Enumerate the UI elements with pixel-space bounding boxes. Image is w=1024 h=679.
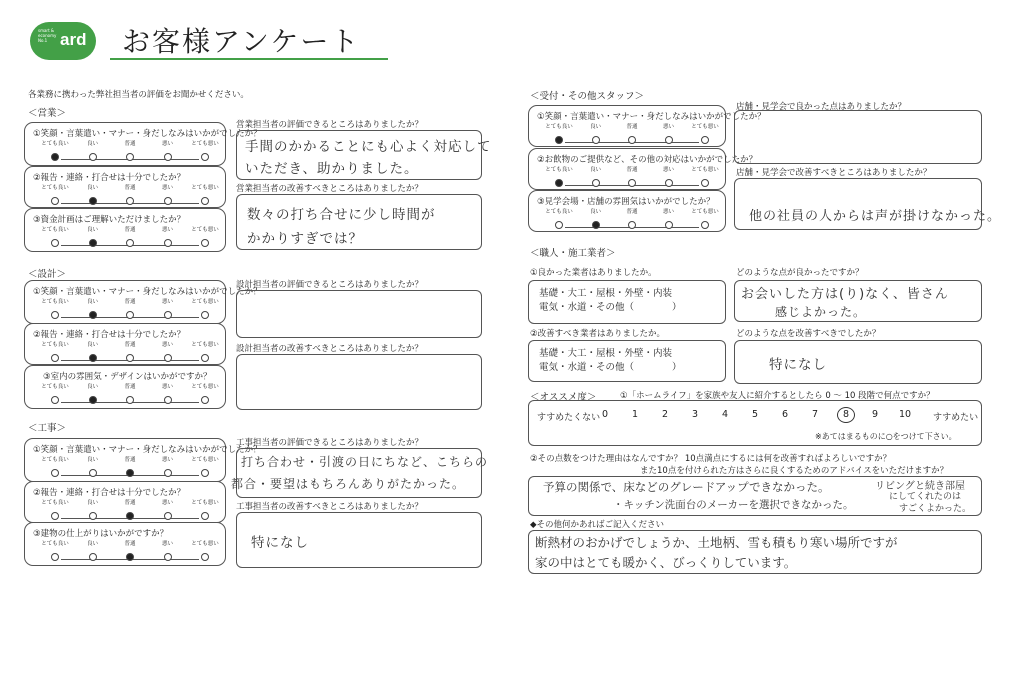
scale-option[interactable] — [110, 455, 150, 477]
design-q2-text: ②報告・連絡・打合せは十分でしたか？ — [33, 330, 186, 340]
sales-heading: ＜営業＞ — [28, 108, 67, 119]
scale-option-label: とても悪い — [691, 124, 719, 130]
scale-option-label: とても良い — [41, 342, 69, 348]
scale-option-label: 普通 — [626, 124, 638, 130]
scale-radio[interactable] — [51, 396, 59, 404]
scale-radio[interactable] — [555, 221, 563, 229]
scale-option-label: 普通 — [124, 457, 136, 463]
scale-radio[interactable] — [51, 311, 59, 319]
reception-good-question: 店舗・見学会で良かった点はありましたか？ — [736, 102, 907, 112]
scale-option[interactable] — [35, 183, 75, 205]
reception-good-answer-box — [734, 110, 982, 164]
scale-option-label: とても良い — [41, 384, 69, 390]
design-good-answer-box — [236, 290, 482, 338]
scale-option-label: 良い — [86, 299, 98, 305]
scale-option-label: 悪い — [161, 541, 173, 547]
trades-improve-answer-box — [734, 340, 982, 384]
scale-option[interactable] — [576, 122, 616, 144]
scale-radio[interactable] — [665, 221, 673, 229]
scale-option[interactable] — [612, 165, 652, 187]
scale-option-label: 良い — [589, 209, 601, 215]
trades-q1-text: ①良かった業者はありましたか。 — [530, 268, 657, 278]
scale-radio[interactable] — [201, 469, 209, 477]
scale-radio[interactable] — [201, 153, 209, 161]
scale-radio[interactable] — [701, 179, 709, 187]
scale-option[interactable] — [110, 382, 150, 404]
scale-option-label: 普通 — [124, 384, 136, 390]
sales-good-question: 営業担当者の評価できるところはありましたか？ — [236, 120, 424, 130]
construction-good-answer-line2: 都合・要望はもちろんありがたかった。 — [231, 477, 466, 491]
scale-option-label: 悪い — [161, 500, 173, 506]
scale-radio-selected[interactable] — [89, 197, 97, 205]
sales-improve-answer-line1: 数々の打ち合せに少し時間が — [247, 207, 436, 223]
scale-radio[interactable] — [201, 311, 209, 319]
scale-option[interactable] — [612, 207, 652, 229]
reason-answer-line5: すごくよかった。 — [899, 504, 972, 514]
recommend-number[interactable]: 5 — [751, 409, 759, 420]
scale-radio[interactable] — [164, 396, 172, 404]
scale-radio[interactable] — [701, 136, 709, 144]
sales-improve-answer-box — [236, 194, 482, 250]
rating-scale — [545, 207, 719, 235]
scale-radio[interactable] — [51, 197, 59, 205]
reception-heading: ＜受付・その他スタッフ＞ — [530, 91, 645, 102]
page-title: お客様アンケート — [122, 25, 361, 58]
reception-q1-text: ①笑顔・言葉遣い・マナー・身だしなみはいかがでしたか？ — [537, 112, 766, 122]
scale-option[interactable] — [35, 382, 75, 404]
scale-option[interactable] — [539, 122, 579, 144]
scale-option[interactable] — [35, 139, 75, 161]
scale-option-label: 良い — [86, 227, 98, 233]
scale-radio[interactable] — [592, 179, 600, 187]
trades-improve-list-box — [528, 340, 726, 382]
rating-scale — [545, 165, 719, 193]
trades-heading: ＜職人・施工業者＞ — [530, 248, 616, 259]
scale-option[interactable] — [649, 165, 689, 187]
recommend-number[interactable]: 7 — [811, 409, 819, 420]
scale-option[interactable] — [73, 183, 113, 205]
construction-good-answer-line1: 打ち合わせ・引渡の日にちなど、こちらの — [241, 455, 489, 469]
design-q3-box — [24, 365, 226, 409]
design-q1-text: ①笑顔・言葉遣い・マナー・身だしなみはいかがでしたか？ — [33, 287, 262, 297]
scale-option-label: とても悪い — [191, 141, 219, 147]
scale-radio[interactable] — [126, 239, 134, 247]
logo-text: ard — [60, 30, 87, 49]
scale-radio[interactable] — [201, 512, 209, 520]
reception-q3-text: ③見学会場・店舗の雰囲気はいかがでしたか？ — [537, 197, 715, 207]
scale-option-label: 良い — [86, 500, 98, 506]
scale-radio[interactable] — [628, 136, 636, 144]
reception-q1-box — [528, 105, 766, 147]
reason-answer-line3: リビングと続き部屋 — [875, 481, 965, 492]
sales-q2-text: ②報告・連絡・打合せは十分でしたか？ — [33, 173, 186, 183]
scale-option[interactable] — [110, 225, 150, 247]
scale-option[interactable] — [539, 165, 579, 187]
scale-option-label: 悪い — [161, 457, 173, 463]
scale-radio[interactable] — [164, 469, 172, 477]
scale-radio[interactable] — [164, 311, 172, 319]
reception-improve-answer: 他の社員の人からは声が掛けなかった。 — [749, 209, 1002, 224]
scale-radio-selected[interactable] — [126, 553, 134, 561]
scale-radio[interactable] — [164, 197, 172, 205]
recommend-number[interactable]: 4 — [721, 409, 729, 420]
scale-radio[interactable] — [201, 553, 209, 561]
scale-option-label: 普通 — [124, 541, 136, 547]
scale-option[interactable] — [185, 340, 225, 362]
scale-option[interactable] — [110, 139, 150, 161]
trades-good-answer-line1: お会いした方は(り)なく、皆さん — [741, 287, 949, 302]
construction-q3-box — [24, 522, 226, 566]
scale-option-label: とても悪い — [191, 342, 219, 348]
design-improve-question: 設計担当者の改善すべきところはありましたか？ — [236, 344, 423, 354]
scale-radio[interactable] — [51, 239, 59, 247]
recommend-number-row — [597, 407, 919, 425]
construction-q1-box — [24, 438, 262, 482]
scale-radio[interactable] — [164, 153, 172, 161]
scale-option-label: 良い — [86, 457, 98, 463]
scale-radio-selected[interactable] — [89, 354, 97, 362]
design-improve-answer-box — [236, 354, 482, 410]
scale-radio[interactable] — [126, 311, 134, 319]
scale-option-label: とても悪い — [191, 227, 219, 233]
scale-radio-selected[interactable] — [51, 153, 59, 161]
scale-option-label: 良い — [86, 384, 98, 390]
sales-q1-text: ①笑顔・言葉遣い・マナー・身だしなみはいかがでしたか？ — [33, 129, 262, 139]
trades-improve-answer: 特になし — [769, 357, 827, 373]
scale-option[interactable] — [685, 207, 725, 229]
recommend-number[interactable]: 6 — [781, 409, 789, 420]
scale-radio-selected[interactable] — [592, 221, 600, 229]
recommend-number-selected[interactable]: 8 — [837, 407, 855, 423]
scale-option[interactable] — [185, 225, 225, 247]
scale-option-label: 良い — [86, 541, 98, 547]
scale-option[interactable] — [110, 183, 150, 205]
scale-option-label: とても悪い — [191, 299, 219, 305]
rating-scale — [41, 382, 219, 410]
trades-good-list-line1: 基礎・大工・屋根・外壁・内装 — [539, 288, 673, 299]
rating-scale — [41, 225, 219, 253]
scale-radio[interactable] — [126, 354, 134, 362]
scale-option[interactable] — [185, 297, 225, 319]
scale-option-label: 悪い — [662, 209, 674, 215]
recommend-box — [528, 400, 982, 446]
scale-option[interactable] — [185, 455, 225, 477]
scale-option[interactable] — [73, 498, 113, 520]
scale-option-label: 良い — [589, 124, 601, 130]
scale-option-label: 普通 — [124, 227, 136, 233]
scale-radio[interactable] — [164, 512, 172, 520]
scale-option[interactable] — [35, 455, 75, 477]
scale-radio[interactable] — [592, 136, 600, 144]
scale-option[interactable] — [148, 539, 188, 561]
scale-option-label: とても良い — [41, 500, 69, 506]
construction-q3-text: ③建物の仕上がりはいかがですか？ — [33, 529, 169, 539]
reason-question-line1: ②その点数をつけた理由はなんですか？ 10点満点にするには何を改善すればよろしいですか？ — [530, 454, 892, 464]
comments-answer-box — [528, 530, 982, 574]
rating-scale — [41, 297, 219, 325]
reception-improve-answer-box — [734, 178, 1002, 230]
scale-radio-selected[interactable] — [555, 136, 563, 144]
scale-radio[interactable] — [628, 179, 636, 187]
scale-radio[interactable] — [126, 396, 134, 404]
scale-radio[interactable] — [665, 136, 673, 144]
scale-option[interactable] — [110, 340, 150, 362]
reason-answer-box — [528, 476, 982, 516]
scale-option[interactable] — [185, 498, 225, 520]
scale-option[interactable] — [110, 297, 150, 319]
recommend-number[interactable]: 0 — [601, 409, 609, 420]
scale-option-label: 普通 — [124, 185, 136, 191]
scale-radio[interactable] — [201, 239, 209, 247]
trades-good-list-line2: 電気・水道・その他（ ） — [539, 302, 682, 313]
scale-option-label: とても良い — [41, 457, 69, 463]
reason-question-line2: また10点を付けられた方はさらに良くするためのアドバイスをいただけますか？ — [640, 466, 949, 476]
rating-scale — [545, 122, 719, 150]
scale-radio[interactable] — [51, 553, 59, 561]
scale-option-label: 悪い — [662, 167, 674, 173]
scale-option[interactable] — [35, 297, 75, 319]
scale-radio[interactable] — [164, 553, 172, 561]
scale-option[interactable] — [148, 455, 188, 477]
scale-option[interactable] — [612, 122, 652, 144]
scale-option-label: 悪い — [161, 384, 173, 390]
construction-q2-box — [24, 481, 226, 523]
recommend-number[interactable]: 9 — [871, 409, 879, 420]
recommend-left-label: すすめたくない — [537, 413, 601, 423]
scale-option[interactable] — [73, 297, 113, 319]
scale-option[interactable] — [185, 539, 225, 561]
scale-option-label: とても悪い — [691, 209, 719, 215]
recommend-number[interactable]: 1 — [631, 409, 639, 420]
scale-option[interactable] — [148, 382, 188, 404]
construction-good-question: 工事担当者の評価できるところはありましたか？ — [236, 438, 424, 448]
scale-radio[interactable] — [164, 354, 172, 362]
sales-good-answer-line2: いただき、助かりました。 — [245, 161, 419, 177]
scale-radio[interactable] — [701, 221, 709, 229]
scale-option-label: とても悪い — [191, 384, 219, 390]
sales-q3-text: ③資金計画はご理解いただけましたか？ — [33, 215, 186, 225]
scale-radio[interactable] — [51, 512, 59, 520]
scale-option[interactable] — [185, 382, 225, 404]
scale-radio[interactable] — [89, 553, 97, 561]
recommend-question: ①「ホームライフ」を家族や友人に紹介するとしたら 0 〜 10 段階で何点ですか？ — [620, 391, 935, 401]
reason-answer-line2: ・キッチン洗面台のメーカーを選択できなかった。 — [613, 499, 854, 511]
comments-answer-line1: 断熱材のおかげでしょうか、土地柄、雪も積もり寒い場所ですが — [535, 535, 898, 550]
sales-good-answer-box — [236, 130, 492, 180]
construction-improve-question: 工事担当者の改善すべきところはありましたか？ — [236, 502, 423, 512]
scale-option-label: とても悪い — [691, 167, 719, 173]
scale-option-label: とても良い — [41, 227, 69, 233]
scale-option-label: 悪い — [161, 227, 173, 233]
scale-option[interactable] — [148, 340, 188, 362]
scale-option-label: とても良い — [545, 209, 573, 215]
scale-radio[interactable] — [89, 153, 97, 161]
recommend-number[interactable]: 2 — [661, 409, 669, 420]
construction-q1-text: ①笑顔・言葉遣い・マナー・身だしなみはいかがでしたか？ — [33, 445, 262, 455]
scale-option[interactable] — [35, 539, 75, 561]
scale-radio[interactable] — [89, 469, 97, 477]
trades-good-question: どのような点が良かったですか？ — [736, 268, 864, 278]
comments-question: ◆その他何かあればご記入ください — [530, 520, 665, 530]
scale-radio[interactable] — [51, 354, 59, 362]
design-q3-text: ③室内の雰囲気・デザインはいかがですか？ — [43, 372, 212, 382]
scale-option-label: とても良い — [545, 124, 573, 130]
construction-heading: ＜工事＞ — [28, 423, 67, 434]
scale-option-label: 良い — [589, 167, 601, 173]
scale-option[interactable] — [148, 297, 188, 319]
trades-improve-question: どのような点を改善すべきでしたか？ — [736, 329, 881, 339]
construction-good-answer-box — [231, 448, 489, 498]
scale-radio-selected[interactable] — [126, 469, 134, 477]
scale-radio-selected[interactable] — [555, 179, 563, 187]
scale-option[interactable] — [73, 455, 113, 477]
rating-scale — [41, 455, 219, 483]
title-underline — [110, 58, 388, 60]
sales-improve-question: 営業担当者の改善すべきところはありましたか？ — [236, 184, 423, 194]
scale-option[interactable] — [110, 498, 150, 520]
recommend-heading: ＜オススメ度＞ — [530, 392, 597, 403]
reception-improve-question: 店舗・見学会で改善すべきところはありましたか？ — [736, 168, 932, 178]
scale-radio-selected[interactable] — [126, 512, 134, 520]
recommend-note: ※あてはまるものに○をつけて下さい。 — [815, 432, 957, 441]
sales-good-answer-line1: 手間のかかることにも心よく対応して — [245, 139, 492, 155]
rating-scale — [41, 539, 219, 567]
scale-option[interactable] — [185, 139, 225, 161]
sales-q1-box — [24, 122, 262, 166]
intro-text: 各業務に携わった弊社担当者の評価をお聞かせください。 — [28, 90, 249, 100]
scale-radio-selected[interactable] — [89, 396, 97, 404]
trades-q2-text: ②改善すべき業者はありましたか。 — [530, 329, 665, 339]
scale-option-label: 悪い — [161, 185, 173, 191]
trades-improve-list-line1: 基礎・大工・屋根・外壁・内装 — [539, 348, 673, 359]
scale-option-label: 普通 — [124, 299, 136, 305]
design-q2-box — [24, 323, 226, 365]
scale-option-label: 普通 — [626, 167, 638, 173]
scale-option[interactable] — [148, 498, 188, 520]
scale-option-label: とても良い — [545, 167, 573, 173]
scale-option[interactable] — [35, 225, 75, 247]
sales-q2-box — [24, 166, 226, 208]
scale-radio[interactable] — [628, 221, 636, 229]
logo-tagline: smart & economy No.1 — [38, 28, 57, 43]
scale-option-label: とても良い — [41, 541, 69, 547]
recommend-number[interactable]: 3 — [691, 409, 699, 420]
scale-option[interactable] — [110, 539, 150, 561]
construction-q2-text: ②報告・連絡・打合せは十分でしたか？ — [33, 488, 186, 498]
rating-scale — [41, 139, 219, 167]
sales-q3-box — [24, 208, 226, 252]
scale-option[interactable] — [73, 225, 113, 247]
scale-radio[interactable] — [201, 396, 209, 404]
design-heading: ＜設計＞ — [28, 269, 67, 280]
scale-option[interactable] — [73, 139, 113, 161]
reason-answer-line1: 予算の関係で、床などのグレードアップできなかった。 — [543, 480, 830, 494]
scale-option-label: 悪い — [161, 299, 173, 305]
scale-option[interactable] — [649, 122, 689, 144]
sales-improve-answer-line2: かかりすぎでは？ — [247, 231, 363, 247]
reception-q2-text: ②お飲物のご提供など、その他の対応はいかがでしたか？ — [537, 155, 758, 165]
trades-improve-list-line2: 電気・水道・その他（ ） — [539, 362, 682, 373]
scale-option[interactable] — [576, 207, 616, 229]
scale-option-label: 良い — [86, 185, 98, 191]
scale-option-label: とても悪い — [191, 541, 219, 547]
reason-answer-line4: にしてくれたのは — [889, 492, 962, 502]
trades-good-answer-line2: 感じよかった。 — [775, 305, 867, 319]
scale-option[interactable] — [73, 340, 113, 362]
recommend-right-label: すすめたい — [933, 413, 979, 423]
scale-option-label: 普通 — [124, 141, 136, 147]
scale-option-label: 普通 — [124, 342, 136, 348]
construction-improve-answer-box — [236, 512, 482, 568]
design-good-question: 設計担当者の評価できるところはありましたか？ — [236, 280, 424, 290]
scale-option[interactable] — [685, 165, 725, 187]
scale-option-label: とても悪い — [191, 185, 219, 191]
trades-good-list-box — [528, 280, 726, 324]
scale-option[interactable] — [539, 207, 579, 229]
scale-radio[interactable] — [126, 197, 134, 205]
scale-option[interactable] — [35, 340, 75, 362]
scale-radio[interactable] — [201, 354, 209, 362]
scale-option[interactable] — [685, 122, 725, 144]
scale-option-label: 普通 — [124, 500, 136, 506]
scale-radio[interactable] — [201, 197, 209, 205]
scale-option-label: とても悪い — [191, 457, 219, 463]
comments-answer-line2: 家の中はとても暖かく、びっくりしています。 — [535, 555, 797, 570]
scale-radio[interactable] — [164, 239, 172, 247]
scale-option-label: とても良い — [41, 185, 69, 191]
scale-radio-selected[interactable] — [89, 239, 97, 247]
scale-option[interactable] — [73, 539, 113, 561]
scale-option-label: 良い — [86, 141, 98, 147]
recommend-number[interactable]: 10 — [898, 409, 912, 420]
scale-option-label: 悪い — [161, 342, 173, 348]
scale-option[interactable] — [148, 139, 188, 161]
scale-option-label: 普通 — [626, 209, 638, 215]
scale-option-label: 悪い — [161, 141, 173, 147]
rating-scale — [41, 340, 219, 368]
scale-option-label: とても良い — [41, 299, 69, 305]
scale-option[interactable] — [576, 165, 616, 187]
scale-radio[interactable] — [89, 512, 97, 520]
trades-good-answer-box — [734, 280, 982, 322]
scale-option[interactable] — [148, 183, 188, 205]
scale-radio[interactable] — [665, 179, 673, 187]
scale-option-label: とても良い — [41, 141, 69, 147]
scale-option[interactable] — [649, 207, 689, 229]
scale-option-label: とても悪い — [191, 500, 219, 506]
scale-option-label: 良い — [86, 342, 98, 348]
scale-radio[interactable] — [126, 153, 134, 161]
scale-option[interactable] — [73, 382, 113, 404]
scale-radio-selected[interactable] — [89, 311, 97, 319]
scale-radio[interactable] — [51, 469, 59, 477]
reception-q2-box — [528, 148, 758, 190]
scale-option[interactable] — [148, 225, 188, 247]
reception-q3-box — [528, 190, 726, 232]
scale-option[interactable] — [35, 498, 75, 520]
construction-improve-answer: 特になし — [251, 535, 309, 551]
rating-scale — [41, 183, 219, 211]
scale-option-label: 悪い — [662, 124, 674, 130]
company-logo — [30, 22, 96, 60]
scale-option[interactable] — [185, 183, 225, 205]
design-q1-box — [24, 280, 262, 324]
